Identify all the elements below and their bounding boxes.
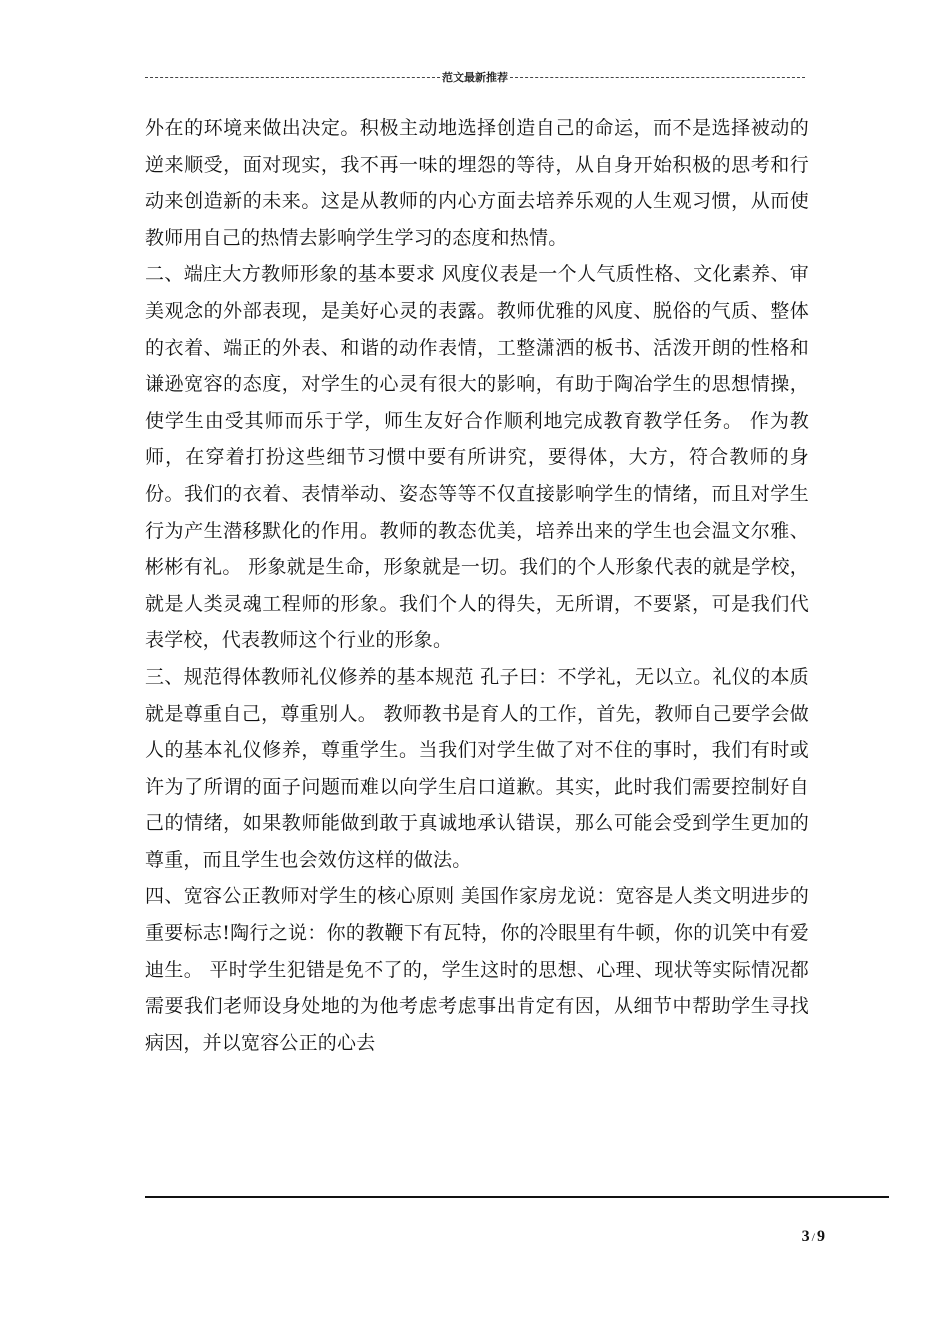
paragraph: 三、规范得体教师礼仪修养的基本规范 孔子曰：不学礼，无以立。礼仪的本质就是尊重自己，尊重别人。 教师教书是育人的工作，首先，教师自己要学会做人的基本礼仪修养，尊重学生。当我们对学生做了对不住的事时，我们有时或许为了所谓的面子问题而难以向学生启口道歉。其实，此时我们需要控制好自己的情绪，如果教师能做到敢于真诚地承认错误，那么可能会受到学生更加的尊重，而且学生也会效仿这样的做法。: [145, 665, 809, 871]
header-dashed-rule-right: [510, 77, 805, 78]
header-dashed-rule-left: [145, 77, 440, 78]
paragraph: 四、宽容公正教师对学生的核心原则 美国作家房龙说：宽容是人类文明进步的重要标志!陶行之说：你的教鞭下有瓦特，你的冷眼里有牛顿，你的讥笑中有爱迪生。 平时学生犯错是免不了的，学生这时的思想、心理、现状等实际情况都需要我们老师设身处地的为他考虑考虑事出肯定有因，从细节中帮助学生寻找病因，并以宽容公正的心去: [145, 885, 809, 1054]
page-current: 3: [801, 1228, 810, 1245]
header-title: 范文最新推荐: [442, 71, 508, 84]
page-total: 9: [817, 1228, 825, 1245]
document-body: [145, 110, 809, 1061]
paragraph: 外在的环境来做出决定。积极主动地选择创造自己的命运，而不是选择被动的逆来顺受，面对现实，我不再一味的埋怨的等待，从自身开始积极的思考和行动来创造新的未来。这是从教师的内心方面去培养乐观的人生观习惯，从而使教师用自己的热情去影响学生学习的态度和热情。: [145, 117, 809, 249]
page-separator: /: [811, 1230, 815, 1244]
page-header: [145, 66, 805, 88]
footer-rule: [145, 1196, 889, 1198]
page-number: [765, 1228, 825, 1246]
paragraph: 二、端庄大方教师形象的基本要求 风度仪表是一个人气质性格、文化素养、审美观念的外部表现，是美好心灵的表露。教师优雅的风度、脱俗的气质、整体的衣着、端正的外表、和谐的动作表情，工整潇洒的板书、活泼开朗的性格和谦逊宽容的态度，对学生的心灵有很大的影响，有助于陶冶学生的思想情操，使学生由受其师而乐于学，师生友好合作顺利地完成教育教学任务。 作为教师，在穿着打扮这些细节习惯中要有所讲究，要得体，大方，符合教师的身份。我们的衣着、表情举动、姿态等等不仅直接影响学生的情绪，而且对学生行为产生潜移默化的作用。教师的教态优美，培养出来的学生也会温文尔雅、彬彬有礼。 形象就是生命，形象就是一切。我们的个人形象代表的就是学校，就是人类灵魂工程师的形象。我们个人的得失，无所谓，不要紧，可是我们代表学校，代表教师这个行业的形象。: [145, 263, 809, 652]
